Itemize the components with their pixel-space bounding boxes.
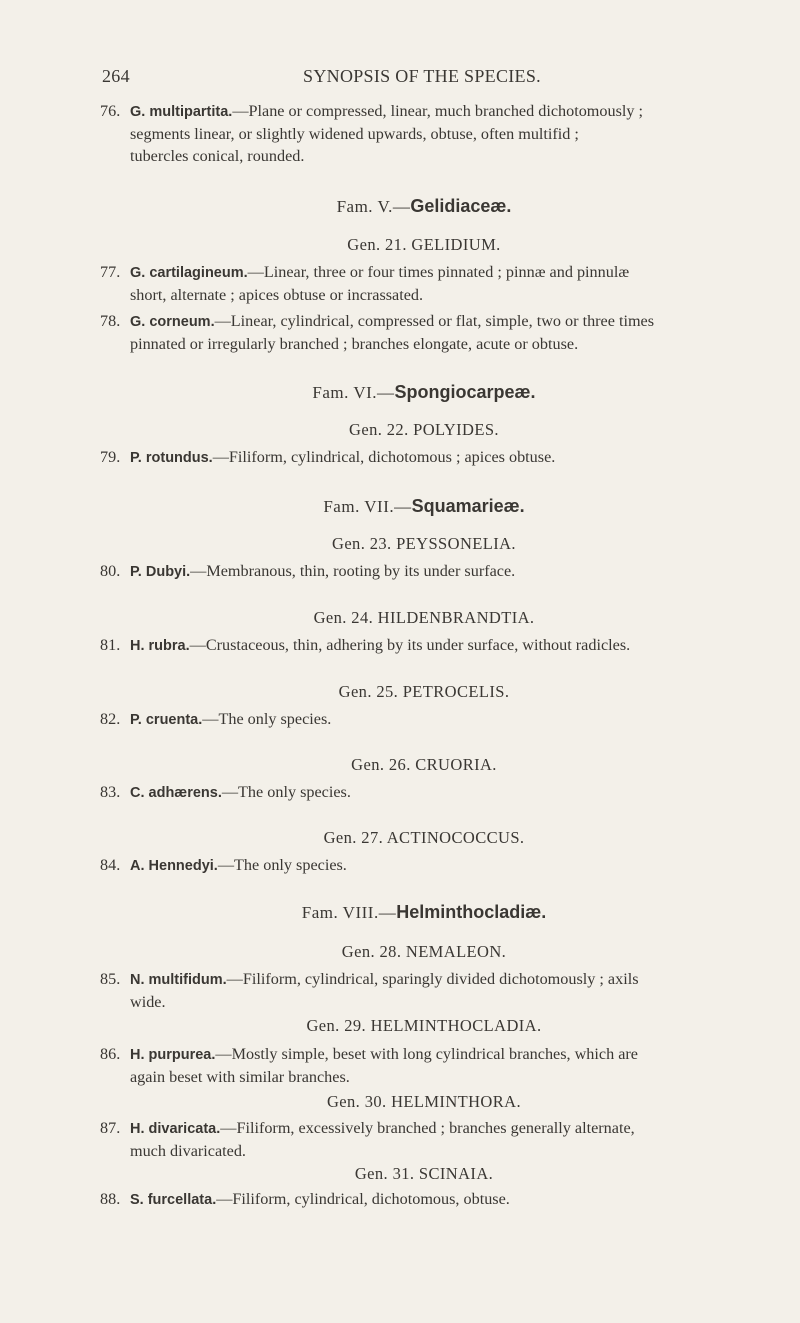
species-entry-78	[100, 310, 748, 355]
description-line: —Plane or compressed, linear, much branched dichotomously ;	[232, 102, 644, 120]
description-line: again beset with similar branches.	[130, 1068, 350, 1086]
species-name: G. corneum.	[130, 314, 215, 330]
species-entry-80	[100, 560, 748, 583]
species-entry-82	[100, 708, 748, 731]
entry-number: 76.	[100, 102, 121, 120]
description-line: —Filiform, cylindrical, dichotomous, obtuse.	[216, 1190, 510, 1208]
description-line: —Linear, cylindrical, compressed or flat, simple, two or three times	[214, 312, 655, 330]
family-name: Helminthocladiæ.	[396, 902, 547, 922]
species-entry-76	[100, 100, 748, 167]
description-line: wide.	[130, 993, 166, 1011]
page-title: SYNOPSIS OF THE SPECIES.	[303, 66, 541, 86]
species-name: P. cruenta.	[130, 712, 203, 728]
species-name: C. adhærens.	[130, 785, 222, 801]
entry-number: 79.	[100, 448, 121, 466]
species-entry-79	[100, 446, 748, 469]
genus-heading-25: Gen. 25. PETROCELIS.	[338, 682, 510, 701]
family-heading-5	[100, 196, 748, 217]
description-line: —Filiform, cylindrical, dichotomous ; apices obtuse.	[212, 448, 556, 466]
entry-number: 80.	[100, 562, 121, 580]
genus-heading-23: Gen. 23. PEYSSONELIA.	[332, 534, 516, 553]
species-entry-81	[100, 634, 748, 657]
species-entry-83	[100, 781, 748, 804]
family-heading-6	[100, 382, 748, 403]
description-line: —Mostly simple, beset with long cylindrical branches, which are	[215, 1045, 638, 1063]
description-line: —Crustaceous, thin, adhering by its under surface, without radicles.	[189, 636, 631, 654]
genus-heading-30: Gen. 30. HELMINTHORA.	[326, 1092, 521, 1111]
entry-number: 81.	[100, 636, 121, 654]
entry-number: 87.	[100, 1119, 121, 1137]
family-name: Gelidiaceæ.	[410, 196, 512, 216]
entry-number: 85.	[100, 970, 121, 988]
description-line: —The only species.	[221, 783, 351, 801]
family-label: Fam. VIII.—	[301, 903, 397, 922]
species-name: N. multifidum.	[130, 972, 227, 988]
genus-heading-24: Gen. 24. HILDENBRANDTIA.	[313, 608, 535, 627]
genus-heading-29: Gen. 29. HELMINTHOCLADIA.	[306, 1016, 542, 1035]
species-entry-86	[100, 1043, 748, 1088]
description-line: pinnated or irregularly branched ; branches elongate, acute or obtuse.	[130, 335, 579, 353]
description-line: tubercles conical, rounded.	[130, 147, 305, 165]
description-line: —Filiform, excessively branched ; branches generally alternate,	[220, 1119, 635, 1137]
family-label: Fam. VII.—	[323, 497, 412, 516]
description-line: —Linear, three or four times pinnated ; pinnæ and pinnulæ	[247, 263, 630, 281]
genus-heading-28: Gen. 28. NEMALEON.	[341, 942, 507, 961]
description-line: —The only species.	[202, 710, 332, 728]
species-entry-85	[100, 968, 748, 1013]
family-label: Fam. VI.—	[312, 383, 395, 402]
species-entry-87	[100, 1117, 748, 1162]
entry-number: 88.	[100, 1190, 121, 1208]
species-name: S. furcellata.	[130, 1192, 217, 1208]
description-line: —Filiform, cylindrical, sparingly divided dichotomously ; axils	[226, 970, 639, 988]
page-number: 264	[102, 66, 130, 86]
entry-number: 77.	[100, 263, 121, 281]
description-line: —The only species.	[217, 856, 347, 874]
description-line: much divaricated.	[130, 1142, 246, 1160]
species-name: G. cartilagineum.	[130, 265, 248, 281]
species-name: H. divaricata.	[130, 1121, 221, 1137]
entry-number: 83.	[100, 783, 121, 801]
entry-number: 84.	[100, 856, 121, 874]
species-name: A. Hennedyi.	[130, 858, 218, 874]
species-name: P. Dubyi.	[130, 564, 191, 580]
species-name: H. rubra.	[130, 638, 190, 654]
genus-heading-26: Gen. 26. CRUORIA.	[351, 755, 497, 774]
description-line: —Membranous, thin, rooting by its under surface.	[190, 562, 516, 580]
genus-heading-21: Gen. 21. GELIDIUM.	[347, 235, 501, 254]
genus-heading-27: Gen. 27. ACTINOCOCCUS.	[323, 828, 525, 847]
species-name: P. rotundus.	[130, 450, 213, 466]
family-heading-8	[100, 902, 748, 923]
genus-heading-31: Gen. 31. SCINAIA.	[354, 1164, 494, 1183]
entry-number: 82.	[100, 710, 121, 728]
family-name: Squamarieæ.	[411, 496, 525, 516]
entry-number: 86.	[100, 1045, 121, 1063]
genus-heading-22: Gen. 22. POLYIDES.	[349, 420, 499, 439]
species-name: G. multipartita.	[130, 104, 233, 120]
description-line: short, alternate ; apices obtuse or incrassated.	[130, 286, 424, 304]
entry-number: 78.	[100, 312, 121, 330]
description-line: segments linear, or slightly widened upwards, obtuse, often multifid ;	[130, 125, 579, 143]
species-entry-84	[100, 854, 748, 877]
family-name: Spongiocarpeæ.	[394, 382, 536, 402]
running-head	[102, 66, 742, 90]
family-label: Fam. V.—	[336, 197, 411, 216]
species-entry-88	[100, 1188, 748, 1211]
species-entry-77	[100, 261, 748, 306]
family-heading-7	[100, 496, 748, 517]
species-name: H. purpurea.	[130, 1047, 216, 1063]
